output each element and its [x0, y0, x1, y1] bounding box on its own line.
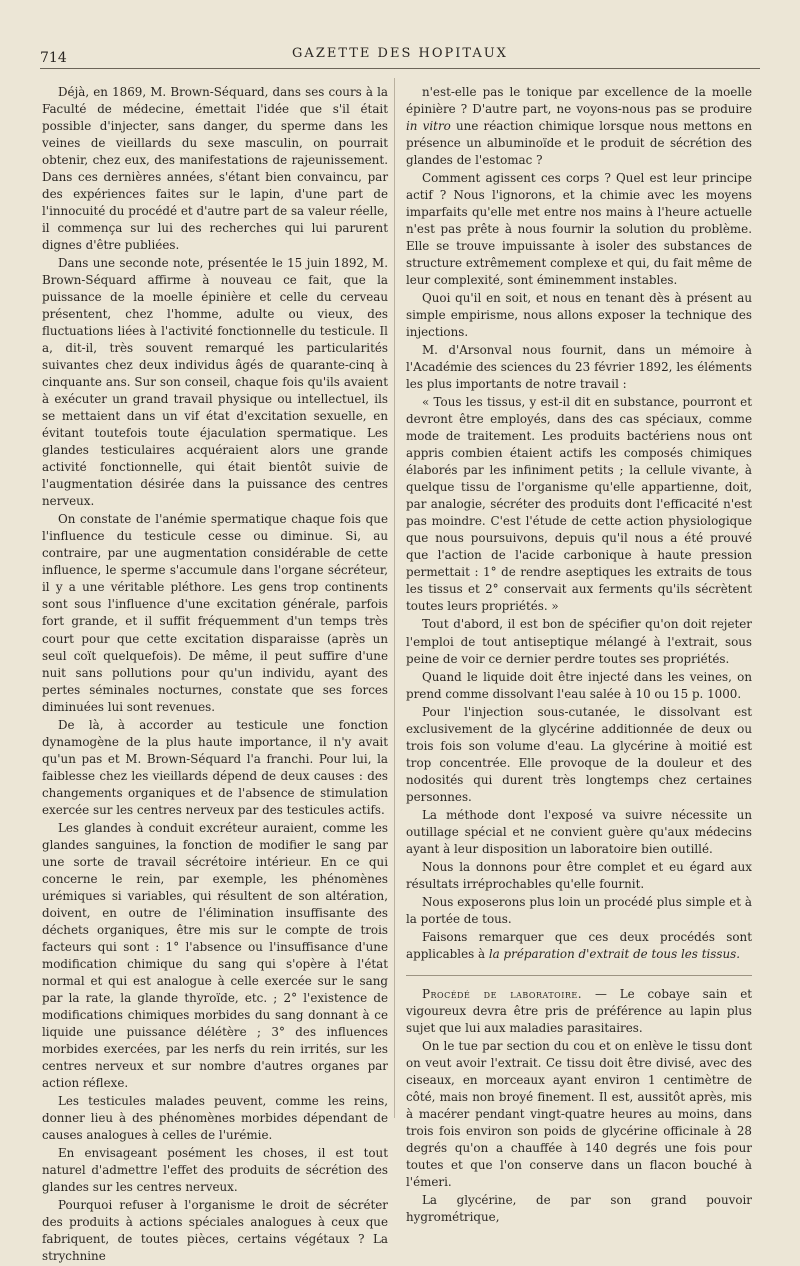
running-title: GAZETTE DES HOPITAUX — [292, 46, 508, 61]
paragraph: Comment agissent ces corps ? Quel est leur principe actif ? Nous l'ignorons, et la chimie avec les moyens imparfaits qu'elle met entre nos mains à l'heure actuelle n'est pas prête à nous fournir la solution du problème. Elle se trouve impuissante à isoler des substances de structure extrêmement complexe et qui, du fait même de leur complexité, sont éminemment instables. — [406, 171, 752, 288]
quotation: « Tous les tissus, y est-il dit en substance, pourront et devront être employés, dans des cas spéciaux, comme mode de traitement. Les produits bactériens nous ont appris combien étaient actifs les composés chimiques élaborés par les infiniment petits ; la cellule vivante, à quelque tissu de l'organisme qu'elle appartienne, doit, par analogie, sécréter des produits dont l'efficacité n'est pas moindre. C'est l'étude de cette action physiologique que nous poursuivons, depuis qu'il nous a été prouvé que l'action de l'acide carbonique à haute pression permettait : 1° de rendre aseptiques les extraits de tous les tissus et 2° conservait aux ferments qu'ils sécrètent toutes leurs propriétés. » — [406, 395, 752, 614]
paragraph: Nous la donnons pour être complet et eu égard aux résultats irréprochables qu'elle fournit. — [406, 859, 752, 891]
section-lead: Procédé de laboratoire. — [422, 986, 583, 1001]
paragraph-text: — Le cobaye sain et vigoureux devra être pris de préférence au lapin plus sujet que lui aux maladies parasitaires. — [406, 986, 753, 1035]
paragraph — [406, 929, 752, 963]
paragraph: On constate de l'anémie spermatique chaque fois que l'influence du testicule cesse ou diminue. Si, au contraire, par une augmentation considérable de cette influence, le sperme s'accumule dans l'organe sécréteur, il y a une véritable pléthore. Les gens trop continents sont sous l'influence d'une excitation générale, parfois fort grande, et il suffit fréquemment d'un temps très court pour que cette excitation disparaisse (après un seul coït quelquefois). De même, il peut suffire d'une nuit sans pollutions pour qu'un individu, ayant des pertes séminales nocturnes, constate que ses forces diminuées lui sont revenues. — [42, 512, 388, 714]
paragraph-text: Faisons remarquer que ces deux procédés sont applicables à — [406, 929, 752, 961]
paragraph: Nous exposerons plus loin un procédé plus simple et à la portée de tous. — [406, 894, 752, 926]
paragraph: La méthode dont l'exposé va suivre nécessite un outillage spécial et ne convient guère qu'aux médecins ayant à leur disposition un laboratoire bien outillé. — [406, 807, 752, 856]
paragraph — [406, 986, 752, 1037]
page-header — [40, 46, 760, 69]
paragraph — [406, 84, 752, 169]
left-column — [42, 84, 388, 1266]
paragraph: Dans une seconde note, présentée le 15 juin 1892, M. Brown-Séquard affirme à nouveau ce fait, que la puissance de la moelle épinière et celle du cerveau présentent, chez l'homme, adulte ou vieux, des fluctuations liées à l'activité fonctionnelle du testicule. Il a, dit-il, très souvent remarqué les particularités suivantes chez deux individus âgés de quarante-cinq à cinquante ans. Sur son conseil, chaque fois qu'ils avaient à exécuter un grand travail physique ou intellectuel, ils se mettaient dans un vif état d'excitation sexuelle, en évitant toutefois toute éjaculation spermatique. Les glandes testiculaires acquéraient alors une grande activité fonctionnelle, qui était bientôt suivie de l'augmentation désirée dans la puissance des centres nerveux. — [42, 256, 388, 509]
paragraph: Tout d'abord, il est bon de spécifier qu'on doit rejeter l'emploi de tout antiseptique mélangé à l'extrait, sous peine de voir ce dernier perdre toutes ses propriétés. — [406, 617, 752, 666]
paragraph: En envisageant posément les choses, il est tout naturel d'admettre l'effet des produits de sécrétion des glandes sur les centres nerveux. — [42, 1145, 388, 1194]
paragraph: Les testicules malades peuvent, comme les reins, donner lieu à des phénomènes morbides dépendant de causes analogues à celles de l'urémie. — [42, 1093, 388, 1142]
paragraph: Pour l'injection sous-cutanée, le dissolvant est exclusivement de la glycérine additionnée de deux ou trois fois son volume d'eau. La glycérine à moitié est trop concentrée. Elle provoque de la douleur et des nodosités qui durent très longtemps chez certaines personnes. — [406, 704, 752, 804]
paragraph: Déjà, en 1869, M. Brown-Séquard, dans ses cours à la Faculté de médecine, émettait l'idée que s'il était possible d'injecter, sans danger, du sperme dans les veines de vieillards du sexe masculin, on pourrait obtenir, chez eux, des manifestations de rajeunissement. Dans ces dernières années, s'étant bien convaincu, par des expériences faites sur le lapin, d'une part de l'innocuité du procédé et d'autre part de sa valeur réelle, il commença sur lui des recherches qui lui parurent dignes d'être publiées. — [42, 85, 388, 253]
paragraph-text: n'est-elle pas le tonique par excellence de la moelle épinière ? D'autre part, ne voyons-nous pas se produire — [406, 85, 752, 117]
paragraph: On le tue par section du cou et on enlève le tissu dont on veut avoir l'extrait. Ce tissu doit être divisé, avec des ciseaux, en morceaux ayant environ 1 centimètre de côté, mais non broyé finement. Il est, aussitôt après, mis à macérer pendant vingt-quatre heures au moins, dans trois fois environ son poids de glycérine officinale à 28 degrés qu'on a chauffée à 140 degrés une fois pour toutes et que l'on conserve dans un flacon bouché à l'émeri. — [406, 1038, 752, 1189]
column-divider — [394, 78, 395, 1118]
paragraph: Quand le liquide doit être injecté dans les veines, on prend comme dissolvant l'eau salée à 10 ou 15 p. 1000. — [406, 669, 752, 701]
paragraph: De là, à accorder au testicule une fonction dynamogène de la plus haute importance, il n'y avait qu'un pas et M. Brown-Séquard l'a franchi. Pour lui, la faiblesse chez les vieillards dépend de deux causes : des changements organiques et de l'absence de stimulation exercée sur les centres nerveux par des testicules actifs. — [42, 717, 388, 817]
italic-text: la préparation d'extrait de tous les tissus. — [488, 946, 741, 961]
page-number: 714 — [40, 50, 67, 66]
paragraph: Pourquoi refuser à l'organisme le droit de sécréter des produits à actions spéciales analogues à ceux que fabriquent, de toutes pièces, certains végétaux ? La strychnine — [42, 1198, 388, 1264]
paragraph: La glycérine, de par son grand pouvoir hygrométrique, — [406, 1192, 752, 1224]
paragraph: M. d'Arsonval nous fournit, dans un mémoire à l'Académie des sciences du 23 février 1892, les éléments les plus importants de notre travail : — [406, 343, 752, 392]
paragraph-text: une réaction chimique lorsque nous mettons en présence un albuminoïde et le produit de sécrétion des glandes de l'estomac ? — [406, 119, 752, 168]
section-rule — [406, 975, 752, 976]
italic-text: in vitro — [406, 119, 451, 134]
paragraph: Quoi qu'il en soit, et nous en tenant dès à présent au simple empirisme, nous allons exposer la technique des injections. — [406, 291, 752, 340]
right-column — [406, 84, 752, 1227]
paragraph: Les glandes à conduit excréteur auraient, comme les glandes sanguines, la fonction de modifier le sang par une sorte de travail sécrétoire intérieur. En ce qui concerne le rein, par exemple, les phénomènes urémiques si variables, qui résultent de son altération, doivent, en outre de l'élimination insuffisante des déchets organiques, être mis sur le compte de trois facteurs qui sont : 1° l'absence ou l'insuffisance d'une modification chimique du sang qui s'opère à l'état normal et qui est analogue à celle exercée sur le sang par la rate, la glande thyroïde, etc. ; 2° l'existence de modifications chimiques morbides du sang donnant à ce liquide une puissance délétère ; 3° des influences morbides exercées, par les nerfs du rein irrités, sur les centres nerveux et sur nombre d'autres organes par action réflexe. — [42, 820, 388, 1090]
